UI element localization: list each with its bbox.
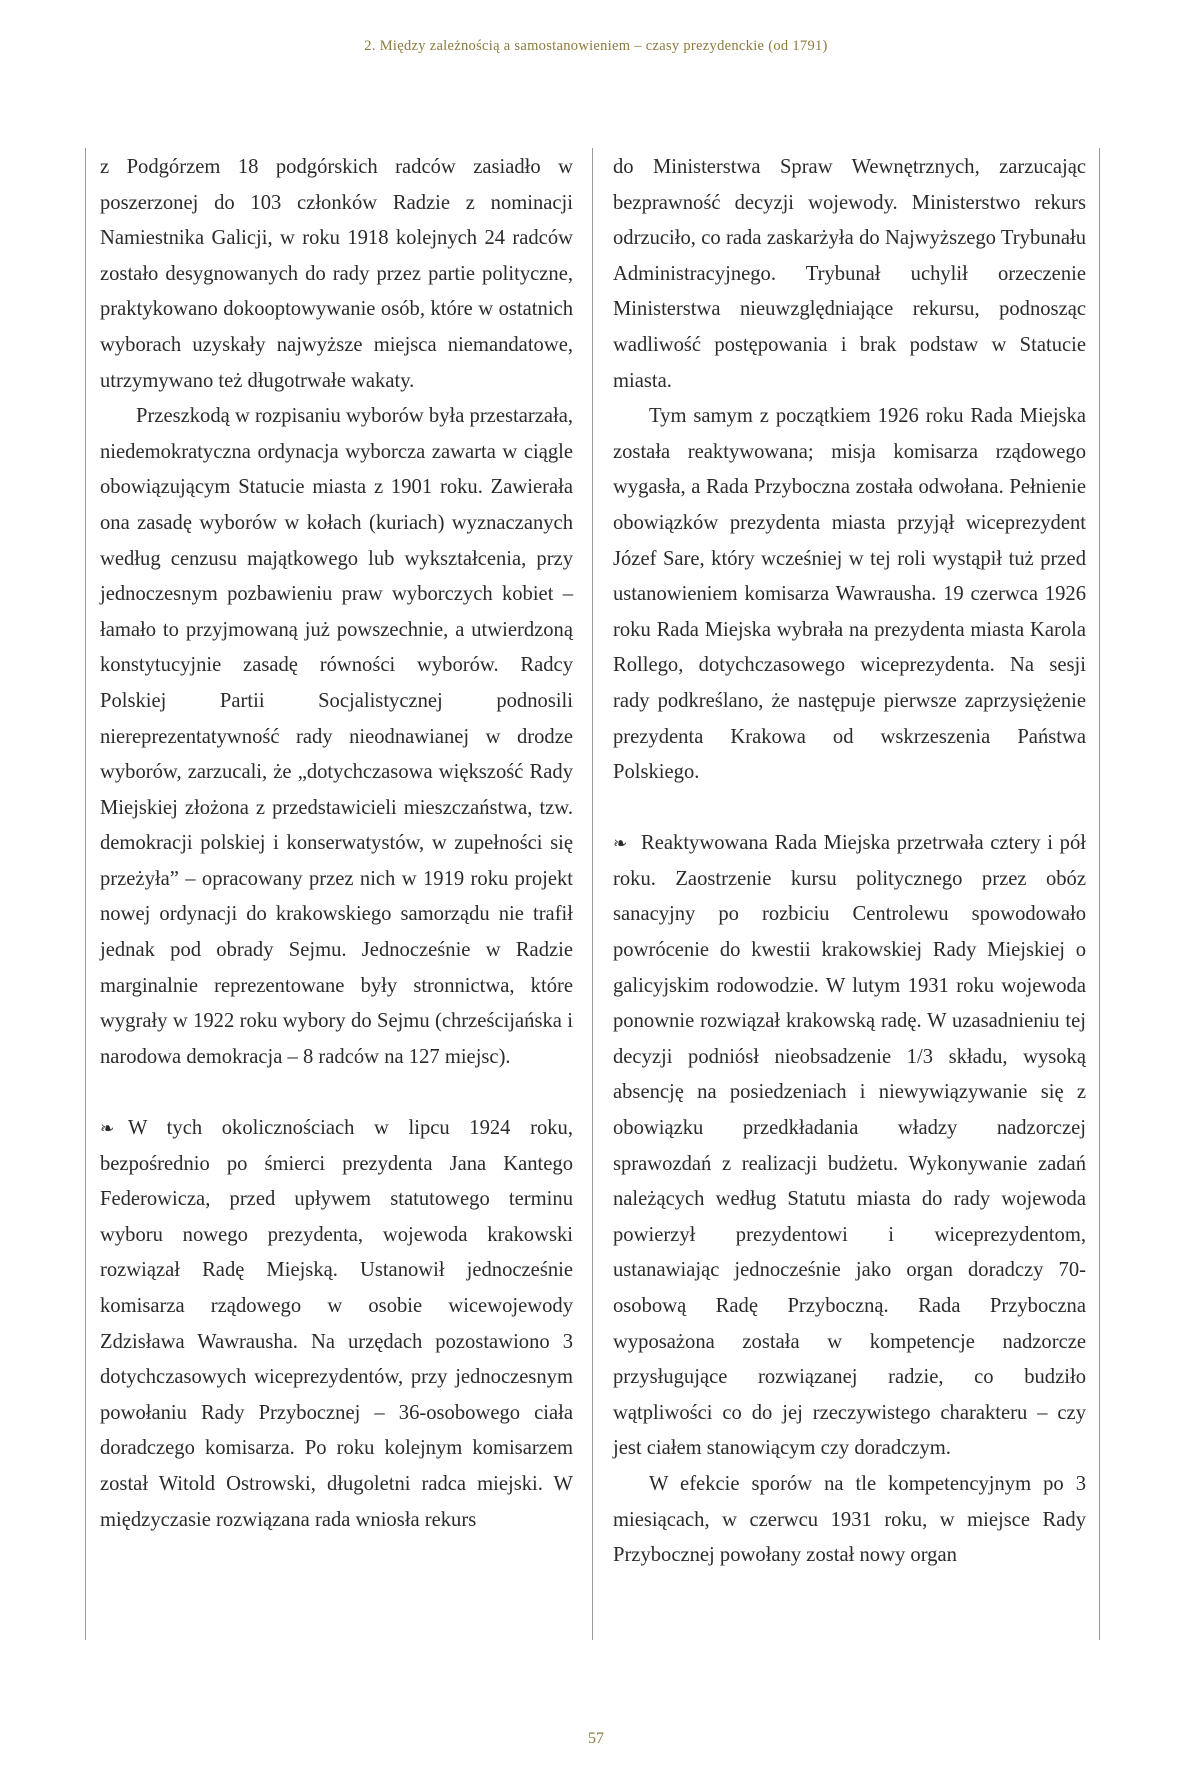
paragraph-text: Reaktywowana Rada Miejska przetrwała cztery i pół roku. Zaostrzenie kursu politycznego przez obóz sanacyjny po rozbiciu Centrolewu spowodowało powrócenie do kwestii krakowskiej Rady Miejskiej o galicyjskim rodowodzie. W lutym 1931 roku wojewoda ponownie rozwiązał krakowską radę. W uzasadnieniu tej decyzji podniósł nieobsadzenie 1/3 składu, wysoką absencję na posiedzeniach i niewywiązywanie się z obowiązku przedkładania władzy nadzorczej sprawozdań z realizacji budżetu. Wykonywanie zadań należących według Statutu miasta do rady wojewoda powierzył prezydentowi i wiceprezydentom, ustanawiając jednocześnie jako organ doradczy 70-osobową Radę Przyboczną. Rada Przyboczna wyposażona została w kompetencje nadzorcze przysługujące rozwiązanej radzie, co budziło wątpliwości co do jej rzeczywistego charakteru – czy jest ciałem stanowiącym czy doradczym. <box>613 832 1086 1460</box>
left-margin-rule <box>85 148 86 1640</box>
section-break <box>613 791 1086 827</box>
right-margin-rule <box>1099 148 1100 1640</box>
paragraph-text: W tych okolicznościach w lipcu 1924 roku, bezpośrednio po śmierci prezydenta Jana Kantego Federowicza, przed upływem statutowego terminu wyboru nowego prezydenta, wojewoda krakowski rozwiązał Radę Miejską. Ustanowił jednocześnie komisarza rządowego w osobie wicewojewody Zdzisława Wawrausha. Na urzędach pozostawiono 3 dotychczasowych wiceprezydentów, przy jednoczesnym powołaniu Rady Przybocznej – 36-osobowego ciała doradczego komisarza. Po roku kolejnym komisarzem został Witold Ostrowski, długoletni radca miejski. W międzyczasie rozwiązana rada wniosła rekurs <box>100 1117 573 1531</box>
paragraph <box>613 826 1086 1467</box>
page-number: 57 <box>588 1730 604 1747</box>
right-column <box>613 150 1086 1574</box>
paragraph: Przeszkodą w rozpisaniu wyborów była przestarzała, niedemokratyczna ordynacja wyborcza zawarta w ciągle obowiązującym Statucie miasta z 1901 roku. Zawierała ona zasadę wyborów w kołach (kuriach) wyznaczanych według cenzusu majątkowego lub wykształcenia, przy jednoczesnym pozbawieniu praw wyborczych kobiet – łamało to przyjmowaną już powszechnie, a utwierdzoną konstytucyjnie zasadę równości wyborów. Radcy Polskiej Partii Socjalistycznej podnosili niereprezentatywność rady nieodnawianej w drodze wyborów, zarzucali, że „dotychczasowa większość Rady Miejskiej złożona z przedstawicieli mieszczaństwa, tzw. demokracji polskiej i konserwatystów, w zupełności się przeżyła” – opracowany przez nich w 1919 roku projekt nowej ordynacji do krakowskiego samorządu nie trafił jednak pod obrady Sejmu. Jednocześnie w Radzie marginalnie reprezentowane były stronnictwa, które wygrały w 1922 roku wybory do Sejmu (chrześcijańska i narodowa demokracja – 8 radców na 127 miejsc). <box>100 405 573 1068</box>
paragraph: z Podgórzem 18 podgórskich radców zasiadło w poszerzonej do 103 członków Radzie z nominacji Namiestnika Galicji, w roku 1918 kolejnych 24 radców zostało desygnowanych do rady przez partie polityczne, praktykowano dokooptowywanie osób, które w ostatnich wyborach uzyskały najwyższe miejsca niemandatowe, utrzymywano też długotrwałe wakaty. <box>100 156 573 392</box>
fleuron-icon: ❧ <box>613 834 628 854</box>
left-column <box>100 150 573 1538</box>
fleuron-icon: ❧ <box>100 1119 115 1139</box>
paragraph <box>100 1111 573 1538</box>
paragraph: do Ministerstwa Spraw Wewnętrznych, zarzucając bezprawność decyzji wojewody. Ministerstwo rekurs odrzuciło, co rada zaskarżyła do Najwyższego Trybunału Administracyjnego. Trybunał uchylił orzeczenie Ministerstwa nieuwzględniające rekursu, podnosząc wadliwość postępowania i brak podstaw w Statucie miasta. <box>613 156 1086 392</box>
paragraph: W efekcie sporów na tle kompetencyjnym po 3 miesiącach, w czerwcu 1931 roku, w miejsce Rady Przybocznej powołany został nowy organ <box>613 1472 1086 1567</box>
running-header: 2. Między zależnością a samostanowieniem – czasy prezydenckie (od 1791) <box>364 38 828 54</box>
paragraph: Tym samym z początkiem 1926 roku Rada Miejska została reaktywowana; misja komisarza rządowego wygasła, a Rada Przyboczna została odwołana. Pełnienie obowiązków prezydenta miasta przyjął wiceprezydent Józef Sare, który wcześniej w tej roli wystąpił tuż przed ustanowieniem komisarza Wawrausha. 19 czerwca 1926 roku Rada Miejska wybrała na prezydenta miasta Karola Rollego, dotychczasowego wiceprezydenta. Na sesji rady podkreślano, że następuje pierwsze zaprzysiężenie prezydenta Krakowa od wskrzeszenia Państwa Polskiego. <box>613 405 1086 784</box>
column-divider <box>592 148 593 1640</box>
section-break <box>100 1075 573 1111</box>
